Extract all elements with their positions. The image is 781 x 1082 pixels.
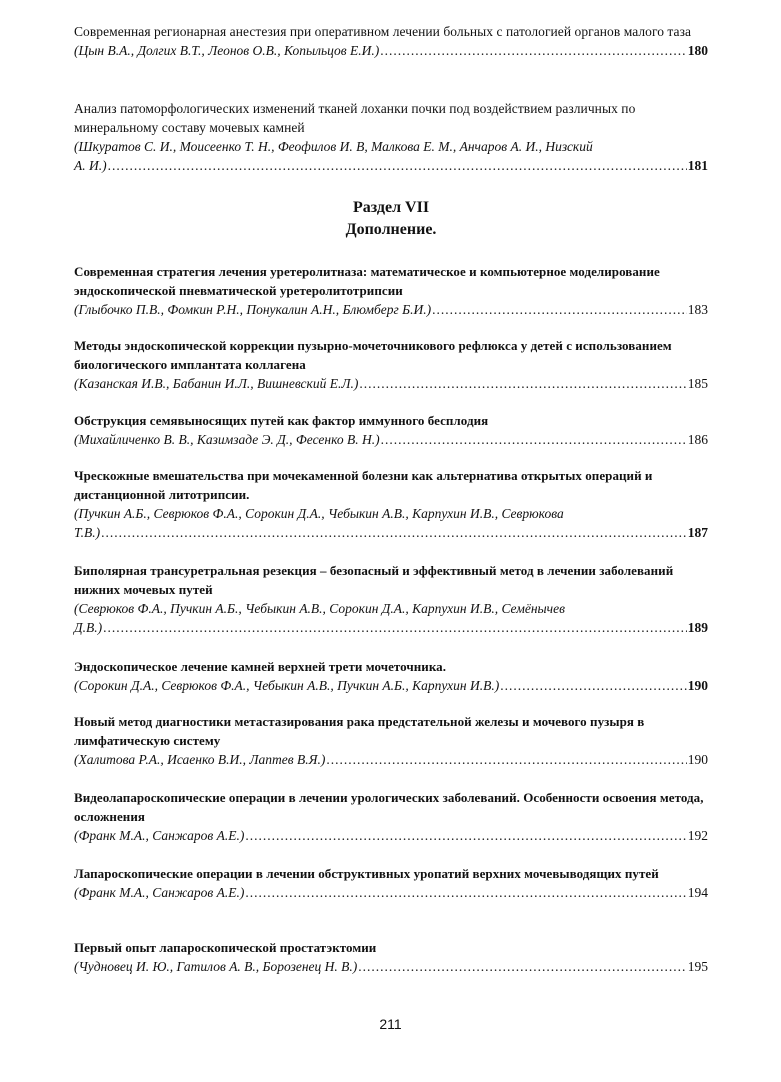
dot-leader bbox=[103, 618, 687, 637]
toc-entry bbox=[74, 864, 708, 902]
toc-entry bbox=[74, 99, 708, 175]
toc-entry bbox=[74, 561, 708, 637]
entry-authors: (Пучкин А.Б., Севрюков Ф.А., Сорокин Д.А., Чебыкин А.В., Карпухин И.В., Севрюкова bbox=[74, 506, 564, 521]
dot-leader bbox=[101, 523, 687, 542]
entry-reference bbox=[74, 156, 708, 175]
dot-leader bbox=[326, 750, 686, 769]
entry-page-number: 185 bbox=[687, 376, 708, 391]
dot-leader bbox=[108, 156, 687, 175]
entry-page-number: 192 bbox=[687, 828, 708, 843]
entry-title: Обструкция семявыносящих путей как фактор иммунного бесплодия bbox=[74, 413, 489, 428]
entry-authors-end: Т.В.) bbox=[74, 525, 101, 540]
entry-page-number: 194 bbox=[687, 885, 708, 900]
entry-authors: (Шкуратов С. И., Моисеенко Т. Н., Феофилов И. В, Малкова Е. М., Анчаров А. И., Низский bbox=[74, 139, 593, 154]
toc-entry bbox=[74, 657, 708, 695]
dot-leader bbox=[245, 826, 686, 845]
entry-page-number: 190 bbox=[687, 678, 708, 693]
entry-title: Анализ патоморфологических изменений тканей лоханки почки под воздействием различных по минеральному составу мочевых камней bbox=[74, 101, 636, 135]
entry-page-number: 195 bbox=[687, 959, 708, 974]
entry-reference bbox=[74, 750, 708, 769]
entry-page-number: 180 bbox=[687, 43, 708, 58]
entry-reference bbox=[74, 883, 708, 902]
entry-page-number: 186 bbox=[687, 432, 708, 447]
entry-title: Видеолапароскопические операции в лечении урологических заболеваний. Особенности освоения метода, осложнения bbox=[74, 790, 704, 824]
entry-authors: (Цын В.А., Долгих В.Т., Леонов О.В., Копыльцов Е.И.) bbox=[74, 43, 380, 58]
toc-entry bbox=[74, 938, 708, 976]
section-title: Дополнение. bbox=[345, 221, 437, 238]
entry-page-number: 187 bbox=[687, 525, 708, 540]
entry-authors: (Франк М.А., Санжаров А.Е.) bbox=[74, 828, 245, 843]
toc-entry bbox=[74, 466, 708, 542]
toc-entry bbox=[74, 336, 708, 393]
entry-authors: (Севрюков Ф.А., Пучкин А.Б., Чебыкин А.В., Сорокин Д.А., Карпухин И.В., Семёнычев bbox=[74, 601, 565, 616]
entry-title: Эндоскопическое лечение камней верхней трети мочеточника. bbox=[74, 659, 447, 674]
entry-reference bbox=[74, 523, 708, 542]
dot-leader bbox=[380, 41, 686, 60]
dot-leader bbox=[432, 300, 687, 319]
entry-title: Чрескожные вмешательства при мочекаменной болезни как альтернатива открытых операций и дистанционной литотрипсии. bbox=[74, 468, 653, 502]
entry-title: Биполярная трансуретральная резекция – безопасный и эффективный метод в лечении заболеваний нижних мочевых путей bbox=[74, 563, 674, 597]
entry-title: Современная регионарная анестезия при оперативном лечении больных с патологией органов малого таза bbox=[74, 24, 692, 39]
section-number: Раздел VII bbox=[352, 199, 430, 216]
entry-page-number: 183 bbox=[687, 302, 708, 317]
entry-reference bbox=[74, 300, 708, 319]
entry-authors-end: Д.В.) bbox=[74, 620, 103, 635]
entry-reference bbox=[74, 618, 708, 637]
entry-title: Новый метод диагностики метастазирования рака предстательной железы и мочевого пузыря в лимфатическую систему bbox=[74, 714, 645, 748]
entry-title: Первый опыт лапароскопической простатэктомии bbox=[74, 940, 377, 955]
entry-authors: (Сорокин Д.А., Севрюков Ф.А., Чебыкин А.В., Пучкин А.Б., Карпухин И.В.) bbox=[74, 678, 500, 693]
toc-entry bbox=[74, 788, 708, 845]
toc-entry bbox=[74, 411, 708, 449]
entry-reference bbox=[74, 826, 708, 845]
entry-authors: (Чудновец И. Ю., Гатилов А. В., Борозенец Н. В.) bbox=[74, 959, 358, 974]
entry-authors: (Глыбочко П.В., Фомкин Р.Н., Понукалин А.Н., Блюмберг Б.И.) bbox=[74, 302, 432, 317]
entry-reference bbox=[74, 676, 708, 695]
dot-leader bbox=[245, 883, 686, 902]
entry-page-number: 189 bbox=[687, 620, 708, 635]
dot-leader bbox=[381, 430, 687, 449]
entry-reference bbox=[74, 430, 708, 449]
entry-reference bbox=[74, 374, 708, 393]
entry-authors-end: А. И.) bbox=[74, 158, 107, 173]
dot-leader bbox=[500, 676, 687, 695]
entry-reference bbox=[74, 957, 708, 976]
entry-page-number: 190 bbox=[687, 752, 708, 767]
entry-page-number: 181 bbox=[687, 158, 708, 173]
entry-title: Методы эндоскопической коррекции пузырно-мочеточникового рефлюкса у детей с использованием биологического имплантата коллагена bbox=[74, 338, 672, 372]
entry-title: Лапароскопические операции в лечении обструктивных уропатий верхних мочевыводящих путей bbox=[74, 866, 659, 881]
entry-authors: (Халитова Р.А., Исаенко В.И., Лаптев В.Я.) bbox=[74, 752, 326, 767]
entry-reference bbox=[74, 41, 708, 60]
toc-entry bbox=[74, 712, 708, 769]
entry-authors: (Михайличенко В. В., Казимзаде Э. Д., Фесенко В. Н.) bbox=[74, 432, 380, 447]
toc-entry bbox=[74, 22, 708, 60]
toc-entry bbox=[74, 262, 708, 319]
page-number: 211 bbox=[379, 1016, 402, 1032]
entry-authors: (Франк М.А., Санжаров А.Е.) bbox=[74, 885, 245, 900]
entry-title: Современная стратегия лечения уретеролитназа: математическое и компьютерное моделирование эндоскопической пневматической уретеролитотрипсии bbox=[74, 264, 660, 298]
entry-authors: (Казанская И.В., Бабанин И.Л., Вишневский Е.Л.) bbox=[74, 376, 359, 391]
dot-leader bbox=[359, 374, 686, 393]
dot-leader bbox=[358, 957, 686, 976]
